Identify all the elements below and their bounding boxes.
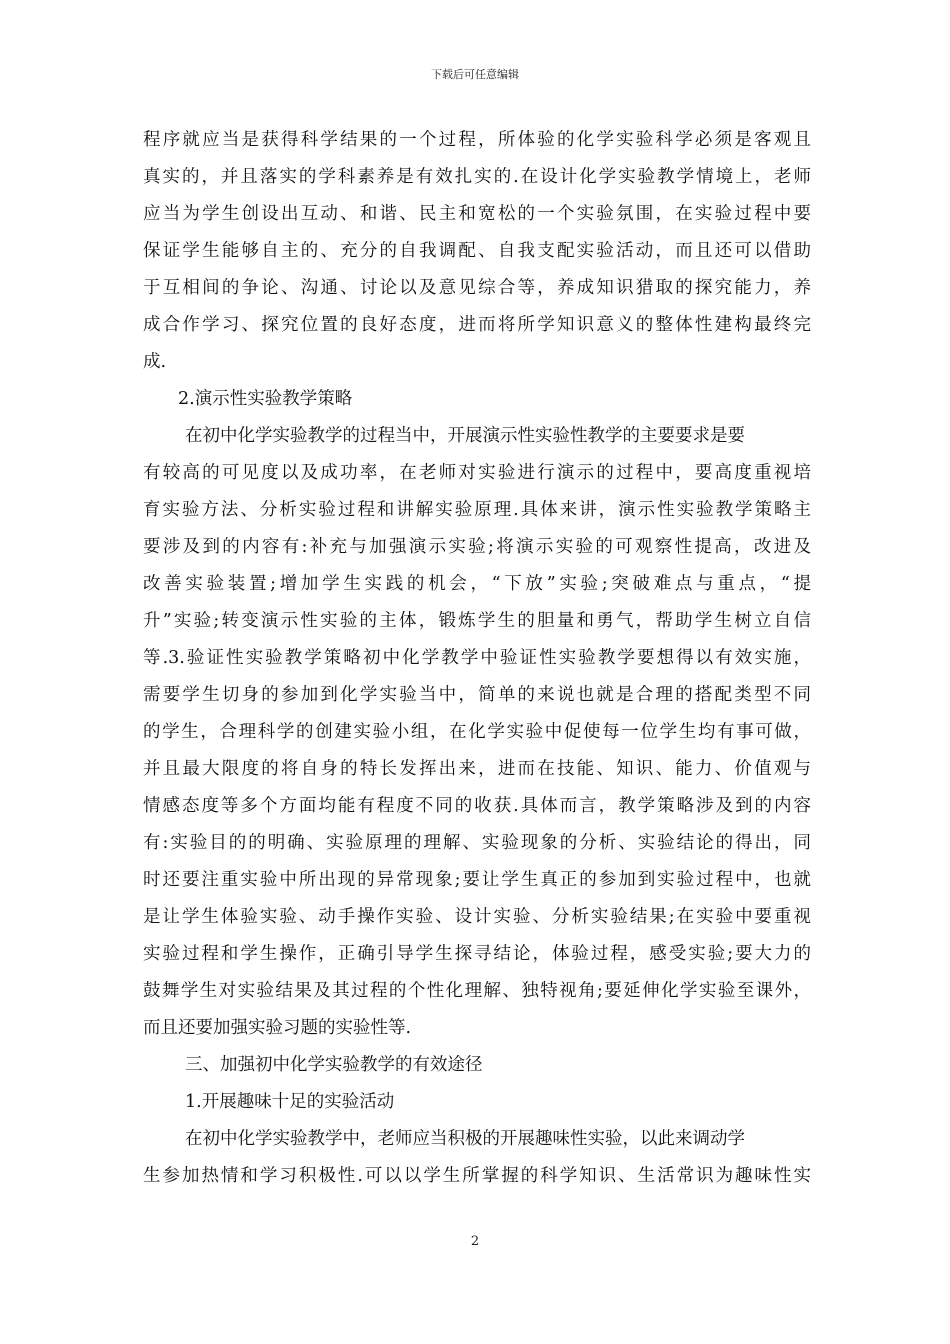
text-line: 在初中化学实验教学的过程当中，开展演示性实验性教学的主要要求是要 bbox=[185, 426, 745, 446]
text-line: 成. bbox=[143, 352, 167, 372]
text-line: 育实验方法、分析实验过程和讲解实验原理.具体来讲，演示性实验教学策略主 bbox=[143, 500, 811, 520]
text-line: 改善实验装置;增加学生实践的机会，“下放”实验;突破难点与重点，“提 bbox=[143, 574, 811, 594]
text-line: 需要学生切身的参加到化学实验当中，简单的来说也就是合理的搭配类型不同 bbox=[143, 685, 811, 705]
text-line: 成合作学习、探究位置的良好态度，进而将所学知识意义的整体性建构最终完 bbox=[143, 315, 811, 335]
text-line: 应当为学生创设出互动、和谐、民主和宽松的一个实验氛围，在实验过程中要 bbox=[143, 204, 811, 224]
text-line: 1.开展趣味十足的实验活动 bbox=[185, 1092, 395, 1112]
text-line: 等.3.验证性实验教学策略初中化学教学中验证性实验教学要想得以有效实施， bbox=[143, 648, 811, 668]
text-line: 并且最大限度的将自身的特长发挥出来，进而在技能、知识、能力、价值观与 bbox=[143, 759, 811, 779]
text-line: 鼓舞学生对实验结果及其过程的个性化理解、独特视角;要延伸化学实验至课外， bbox=[143, 981, 811, 1001]
text-line: 在初中化学实验教学中，老师应当积极的开展趣味性实验，以此来调动学 bbox=[185, 1129, 745, 1149]
page-number: 2 bbox=[470, 1234, 480, 1249]
text-line: 保证学生能够自主的、充分的自我调配、自我支配实验活动，而且还可以借助 bbox=[143, 241, 811, 261]
text-line: 时还要注重实验中所出现的异常现象;要让学生真正的参加到实验过程中，也就 bbox=[143, 870, 811, 890]
text-line: 于互相间的争论、沟通、讨论以及意见综合等，养成知识猎取的探究能力，养 bbox=[143, 278, 811, 298]
text-line: 真实的，并且落实的学科素养是有效扎实的.在设计化学实验教学情境上，老师 bbox=[143, 167, 811, 187]
page-header: 下载后可任意编辑 bbox=[431, 68, 519, 81]
text-line: 有:实验目的的明确、实验原理的理解、实验现象的分析、实验结论的得出，同 bbox=[143, 833, 811, 853]
text-line: 三、加强初中化学实验教学的有效途径 bbox=[185, 1055, 483, 1075]
text-line: 的学生，合理科学的创建实验小组，在化学实验中促使每一位学生均有事可做， bbox=[143, 722, 811, 742]
text-line: 实验过程和学生操作，正确引导学生探寻结论，体验过程，感受实验;要大力的 bbox=[143, 944, 811, 964]
text-line: 是让学生体验实验、动手操作实验、设计实验、分析实验结果;在实验中要重视 bbox=[143, 907, 811, 927]
text-line: 有较高的可见度以及成功率，在老师对实验进行演示的过程中，要高度重视培 bbox=[143, 463, 811, 483]
text-line: 要涉及到的内容有:补充与加强演示实验;将演示实验的可观察性提高，改进及 bbox=[143, 537, 811, 557]
text-line: 2.演示性实验教学策略 bbox=[178, 389, 353, 409]
text-line: 生参加热情和学习积极性.可以以学生所掌握的科学知识、生活常识为趣味性实 bbox=[143, 1166, 811, 1186]
text-line: 程序就应当是获得科学结果的一个过程，所体验的化学实验科学必须是客观且 bbox=[143, 130, 811, 150]
text-line: 升”实验;转变演示性实验的主体，锻炼学生的胆量和勇气，帮助学生树立自信 bbox=[143, 611, 811, 631]
text-line: 情感态度等多个方面均能有程度不同的收获.具体而言，教学策略涉及到的内容 bbox=[143, 796, 811, 816]
text-line: 而且还要加强实验习题的实验性等. bbox=[143, 1018, 412, 1038]
